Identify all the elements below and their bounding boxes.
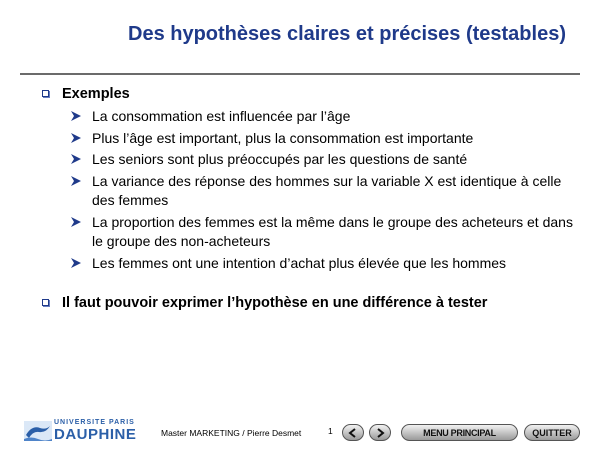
chevron-left-icon	[348, 428, 358, 438]
arrowhead-bullet-icon	[70, 110, 82, 122]
section-heading: Exemples	[62, 86, 130, 102]
previous-button[interactable]	[342, 424, 364, 441]
course-footer: Master MARKETING / Pierre Desmet	[161, 428, 302, 438]
list-item-text: Plus l’âge est important, plus la consommation est importante	[92, 129, 474, 146]
main-menu-button[interactable]: MENU PRINCIPAL	[401, 424, 518, 441]
arrowhead-bullet-icon	[70, 132, 82, 144]
list-item	[62, 213, 580, 252]
list-item-text: La consommation est influencée par l’âge	[92, 108, 351, 124]
arrowhead-bullet-icon	[70, 216, 82, 228]
list-item	[62, 150, 580, 170]
list-item	[62, 129, 580, 149]
arrowhead-bullet-icon	[70, 257, 82, 269]
list-item-text: Les femmes ont une intention d’achat plus élevée que les hommes	[92, 254, 507, 271]
logo-university-text: UNIVERSITE PARIS	[54, 419, 135, 426]
list-item-text: Les seniors sont plus préoccupés par les questions de santé	[92, 151, 468, 167]
list-item-text: La proportion des femmes est la même dans le groupe des acheteurs et dans le groupe des non-acheteurs	[92, 213, 573, 249]
examples-list	[62, 107, 580, 273]
title-divider	[20, 73, 580, 75]
spacer	[28, 275, 580, 293]
dolphin-logo-icon	[24, 421, 52, 441]
quit-button[interactable]: QUITTER	[524, 424, 580, 441]
arrowhead-bullet-icon	[70, 153, 82, 165]
square-bullet-icon	[42, 90, 49, 97]
section-conclusion	[28, 293, 580, 313]
list-item	[62, 172, 580, 211]
section-exemples	[28, 84, 580, 104]
list-item	[62, 107, 580, 127]
logo-name-text: DAUPHINE	[54, 426, 137, 443]
arrowhead-bullet-icon	[70, 175, 82, 187]
list-item-text: La variance des réponse des hommes sur la variable X est identique à celle des femmes	[92, 172, 562, 208]
next-button[interactable]	[369, 424, 391, 441]
section-heading: Il faut pouvoir exprimer l’hypothèse en une différence à tester	[62, 295, 488, 311]
chevron-right-icon	[375, 428, 385, 438]
slide-title: Des hypothèses claires et précises (testables)	[128, 23, 566, 45]
slide-content	[28, 84, 580, 316]
square-bullet-icon	[42, 299, 49, 306]
page-number: 1	[328, 426, 333, 436]
dauphine-logo	[24, 419, 142, 443]
list-item	[62, 254, 580, 274]
